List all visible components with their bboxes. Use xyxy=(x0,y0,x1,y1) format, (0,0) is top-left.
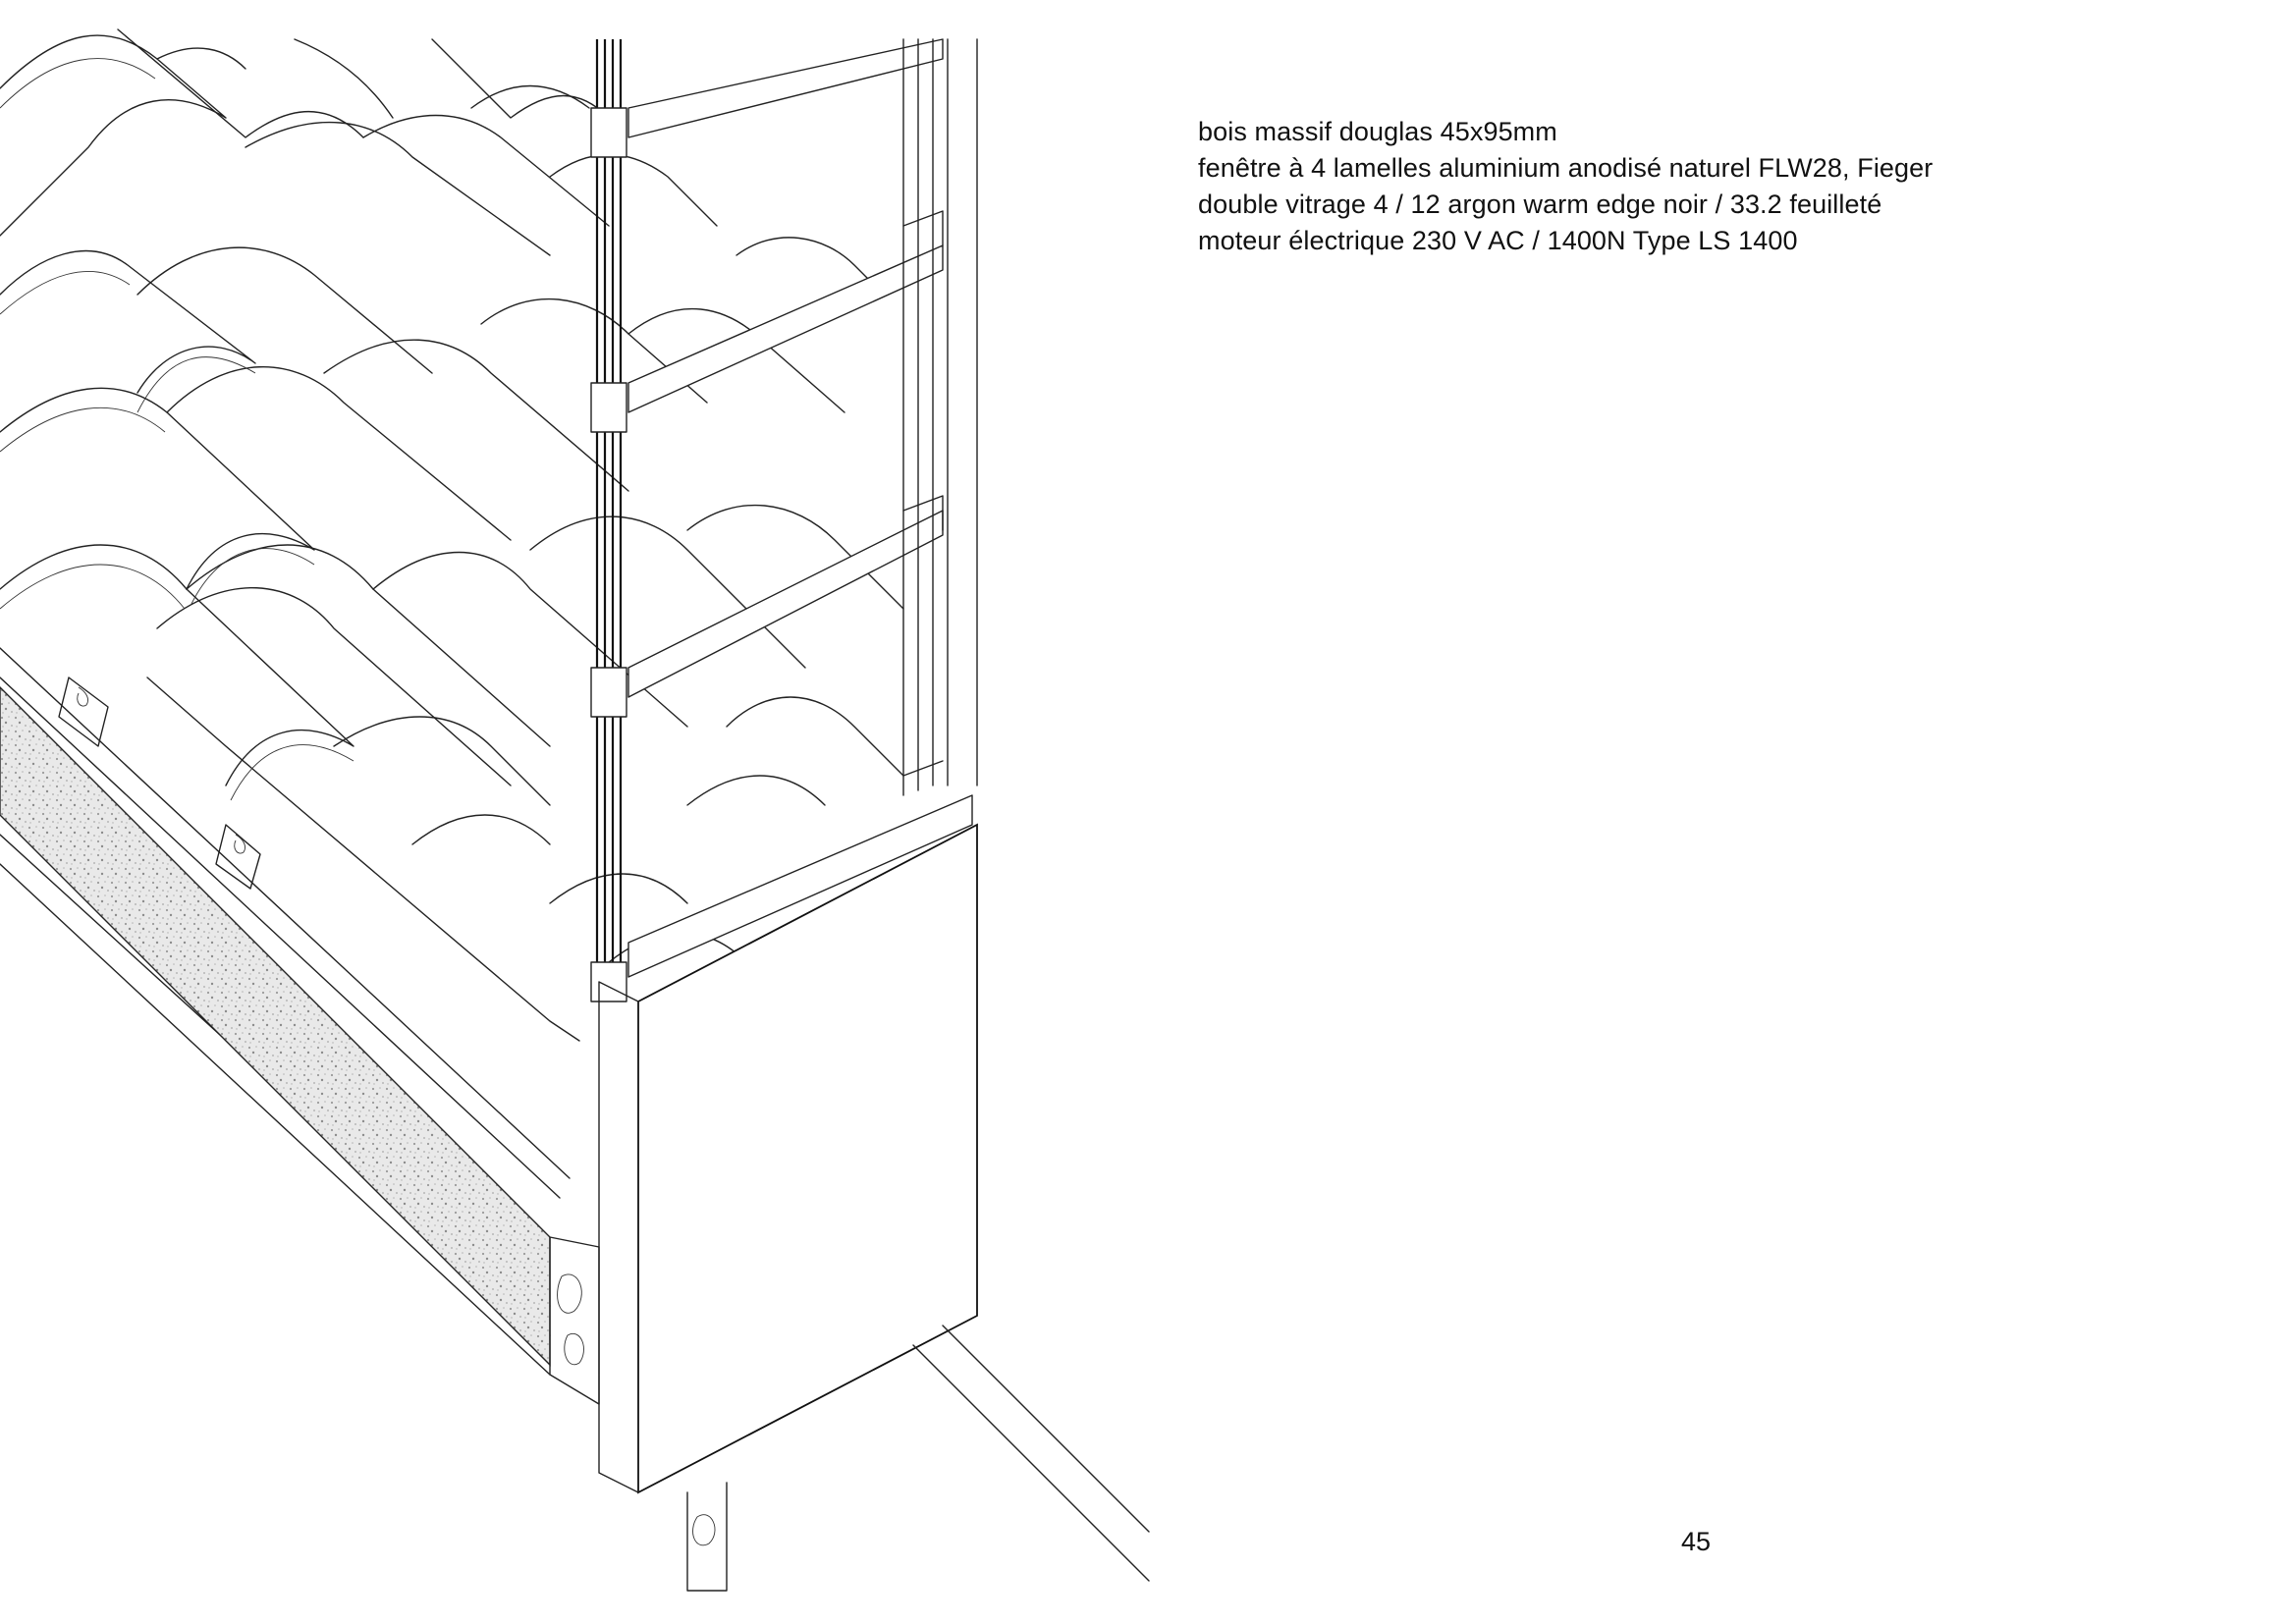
insulation-layer xyxy=(0,687,550,1365)
window-outer-frame xyxy=(903,39,977,795)
note-timber: bois massif douglas 45x95mm xyxy=(1198,117,1557,146)
louvre-window-mullion xyxy=(591,39,627,1001)
note-window: fenêtre à 4 lamelles aluminium anodisé naturel FLW28, Fieger xyxy=(1198,153,1934,183)
note-motor: moteur électrique 230 V AC / 1400N Type LS 1400 xyxy=(1198,226,1798,255)
material-notes xyxy=(1198,114,2239,259)
wall-panel xyxy=(599,825,977,1492)
louvre-blades xyxy=(628,39,972,977)
page-number: 45 xyxy=(1681,1527,1712,1556)
timber-post-section xyxy=(550,1237,599,1404)
note-glazing: double vitrage 4 / 12 argon warm edge noir / 33.2 feuilleté xyxy=(1198,189,1882,219)
